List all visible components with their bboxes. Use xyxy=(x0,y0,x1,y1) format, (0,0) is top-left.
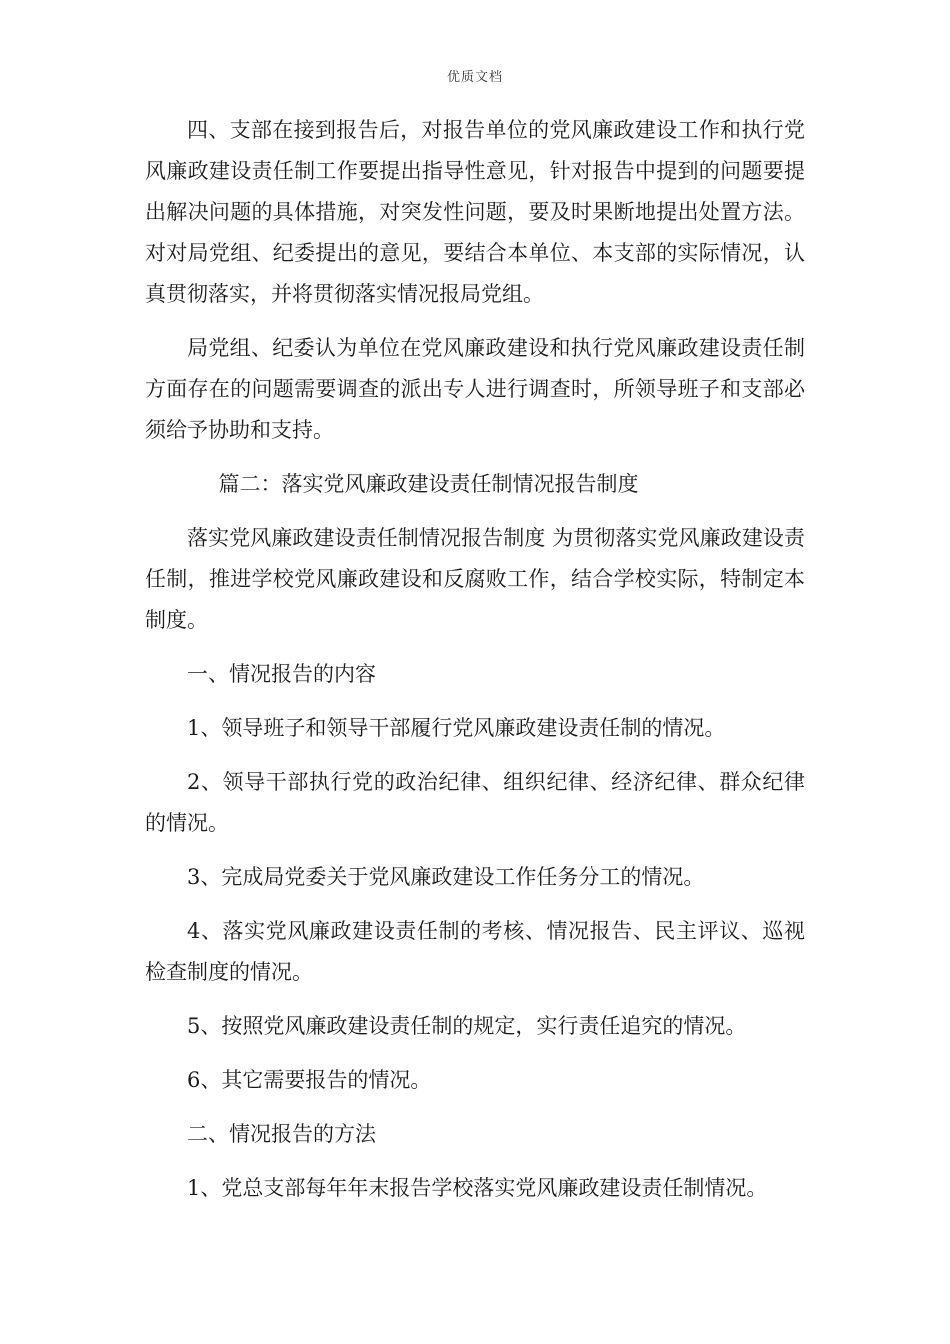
list-item-content-5: 5、按照党风廉政建设责任制的规定，实行责任追究的情况。 xyxy=(187,1014,747,1038)
paragraph-investigation-support: 局党组、纪委认为单位在党风廉政建设和执行党风廉政建设责任制方面存在的问题需要调查的派出专人进行调查时，所领导班子和支部必须给予协助和支持。 xyxy=(145,336,805,442)
list-item-content-6: 6、其它需要报告的情况。 xyxy=(187,1068,432,1092)
list-item-content-1: 1、领导班子和领导干部履行党风廉政建设责任制的情况。 xyxy=(187,716,726,740)
list-item-content-2: 2、领导干部执行党的政治纪律、组织纪律、经济纪律、群众纪律的情况。 xyxy=(145,770,805,835)
paragraph-supervision-guidance: 四、支部在接到报告后，对报告单位的党风廉政建设工作和执行党风廉政建设责任制工作要提出指导性意见，针对报告中提到的问题要提出解决问题的具体措施，对突发性问题，要及时果断地提出处置方法。对对局党组、纪委提出的意见，要结合本单位、本支部的实际情况，认真贯彻落实，并将贯彻落实情况报局党组。 xyxy=(145,118,805,306)
list-item-content-4: 4、落实党风廉政建设责任制的考核、情况报告、民主评议、巡视检查制度的情况。 xyxy=(145,919,805,984)
document-body xyxy=(145,110,805,1222)
list-item-method-1: 1、党总支部每年年末报告学校落实党风廉政建设责任制情况。 xyxy=(187,1176,768,1200)
list-item-content-3: 3、完成局党委关于党风廉政建设工作任务分工的情况。 xyxy=(187,865,705,889)
section-heading-report-method: 二、情况报告的方法 xyxy=(187,1122,376,1146)
section-title-part-two: 篇二：落实党风廉政建设责任制情况报告制度 xyxy=(218,472,639,496)
section-heading-report-content: 一、情况报告的内容 xyxy=(187,662,376,686)
paragraph-system-intro: 落实党风廉政建设责任制情况报告制度 为贯彻落实党风廉政建设责任制，推进学校党风廉政建设和反腐败工作，结合学校实际，特制定本制度。 xyxy=(145,526,805,632)
page-header: 优质文档 xyxy=(446,70,503,85)
